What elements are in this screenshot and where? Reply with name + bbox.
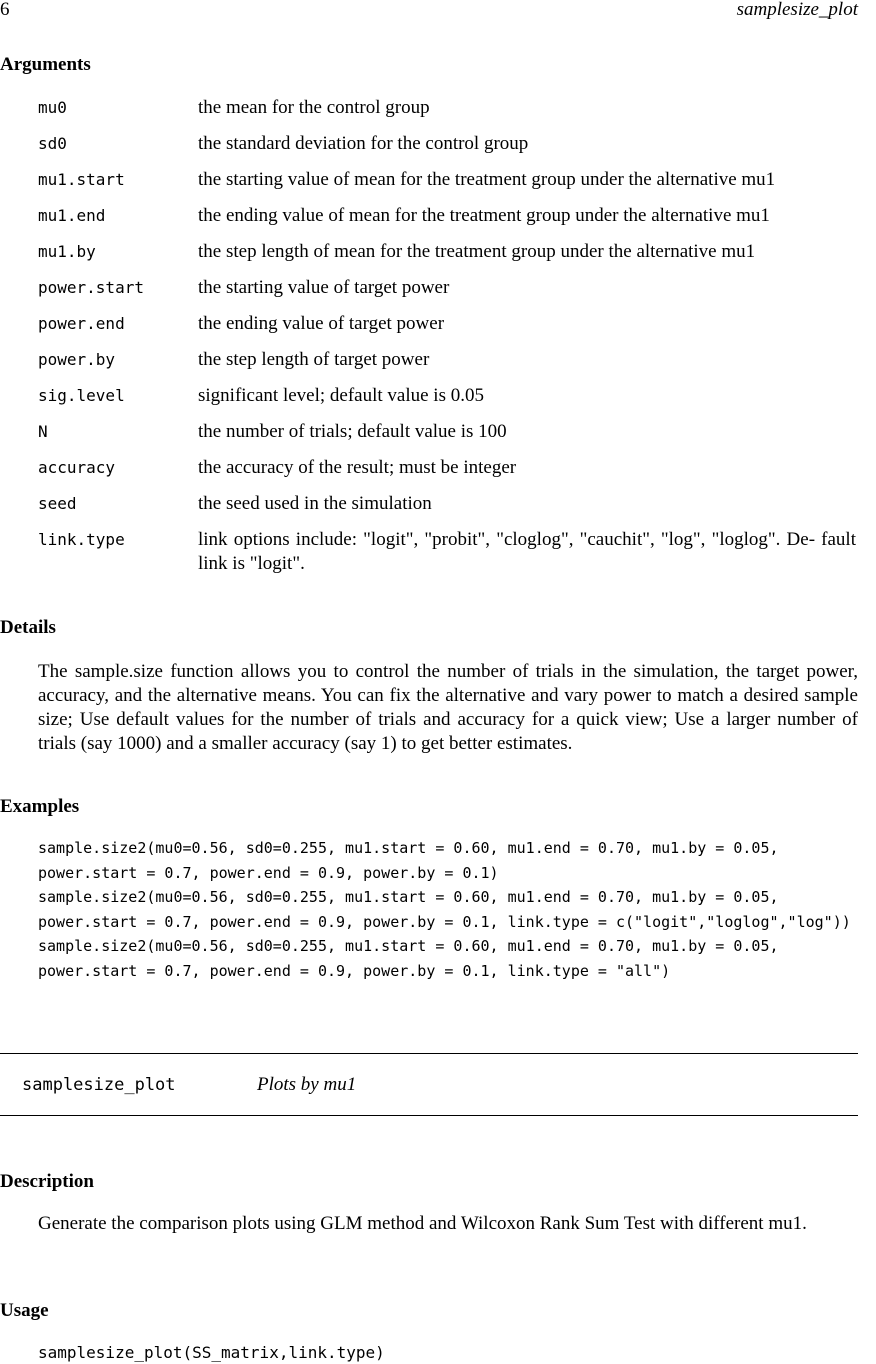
argument-name: power.start [38, 278, 144, 297]
topic-name: samplesize_plot [22, 1075, 176, 1095]
argument-name: sd0 [38, 134, 67, 153]
topic-top-rule [0, 1053, 858, 1054]
argument-name: mu1.start [38, 170, 125, 189]
argument-name: seed [38, 494, 77, 513]
argument-name: mu1.by [38, 242, 96, 261]
topic-bottom-rule [0, 1115, 858, 1116]
argument-description: the ending value of target power [198, 313, 445, 334]
argument-name: mu1.end [38, 206, 106, 225]
argument-name: power.end [38, 314, 125, 333]
argument-description: the standard deviation for the control group [198, 133, 529, 154]
argument-description: the mean for the control group [198, 97, 430, 118]
argument-description: significant level; default value is 0.05 [198, 385, 484, 406]
argument-name: power.by [38, 350, 116, 369]
argument-name: accuracy [38, 458, 116, 477]
argument-description: link options include: "logit", "probit", "cloglog", "cauchit", "log", "loglog". De- fault link is "logit". [198, 529, 856, 574]
argument-name: mu0 [38, 98, 67, 117]
details-paragraph: The sample.size function allows you to control the number of trials in the simulation, the target power, accuracy, and the alternative means. You can fix the alternative and vary power to match a desired sample size; Use default values for the number of trials and accuracy for a quick view; Use a larger number of trials (say 1000) and a smaller accuracy (say 1) to get better estimates. [38, 661, 858, 754]
description-paragraph: Generate the comparison plots using GLM method and Wilcoxon Rank Sum Test with different mu1. [38, 1213, 807, 1234]
examples-code: sample.size2(mu0=0.56, sd0=0.255, mu1.start = 0.60, mu1.end = 0.70, mu1.by = 0.05, power.start = 0.7, power.end = 0.9, power.by = 0.1) sample.size2(mu0=0.56, sd0=0.255, mu1.start = 0.60, mu1.end = 0.70, mu1.by = 0.05, power.start = 0.7, power.end = 0.9, power.by = 0.1, link.type = c("logit","loglog","log")) sample.size2(mu0=0.56, sd0=0.255, mu1.start = 0.60, mu1.end = 0.70, mu1.by = 0.05, power.start = 0.7, power.end = 0.9, power.by = 0.1, link.type = "all") [38, 839, 851, 980]
topic-title: Plots by mu1 [257, 1074, 357, 1095]
usage-code: samplesize_plot(SS_matrix,link.type) [38, 1343, 385, 1362]
argument-name: N [38, 422, 48, 441]
argument-description: the step length of target power [198, 349, 430, 370]
usage-heading: Usage [0, 1300, 49, 1321]
arguments-heading: Arguments [0, 54, 91, 75]
argument-description: the number of trials; default value is 100 [198, 421, 507, 442]
page-number: 6 [0, 0, 10, 20]
examples-heading: Examples [0, 796, 80, 817]
argument-description: the starting value of mean for the treatment group under the alternative mu1 [198, 169, 776, 190]
argument-name: sig.level [38, 386, 125, 405]
description-heading: Description [0, 1171, 94, 1192]
argument-description: the ending value of mean for the treatment group under the alternative mu1 [198, 205, 770, 226]
argument-description: the starting value of target power [198, 277, 450, 298]
running-title: samplesize_plot [736, 0, 858, 20]
argument-description: the accuracy of the result; must be integer [198, 457, 517, 478]
argument-description: the step length of mean for the treatment group under the alternative mu1 [198, 241, 756, 262]
argument-name: link.type [38, 530, 125, 549]
argument-description: the seed used in the simulation [198, 493, 432, 514]
details-heading: Details [0, 617, 56, 638]
